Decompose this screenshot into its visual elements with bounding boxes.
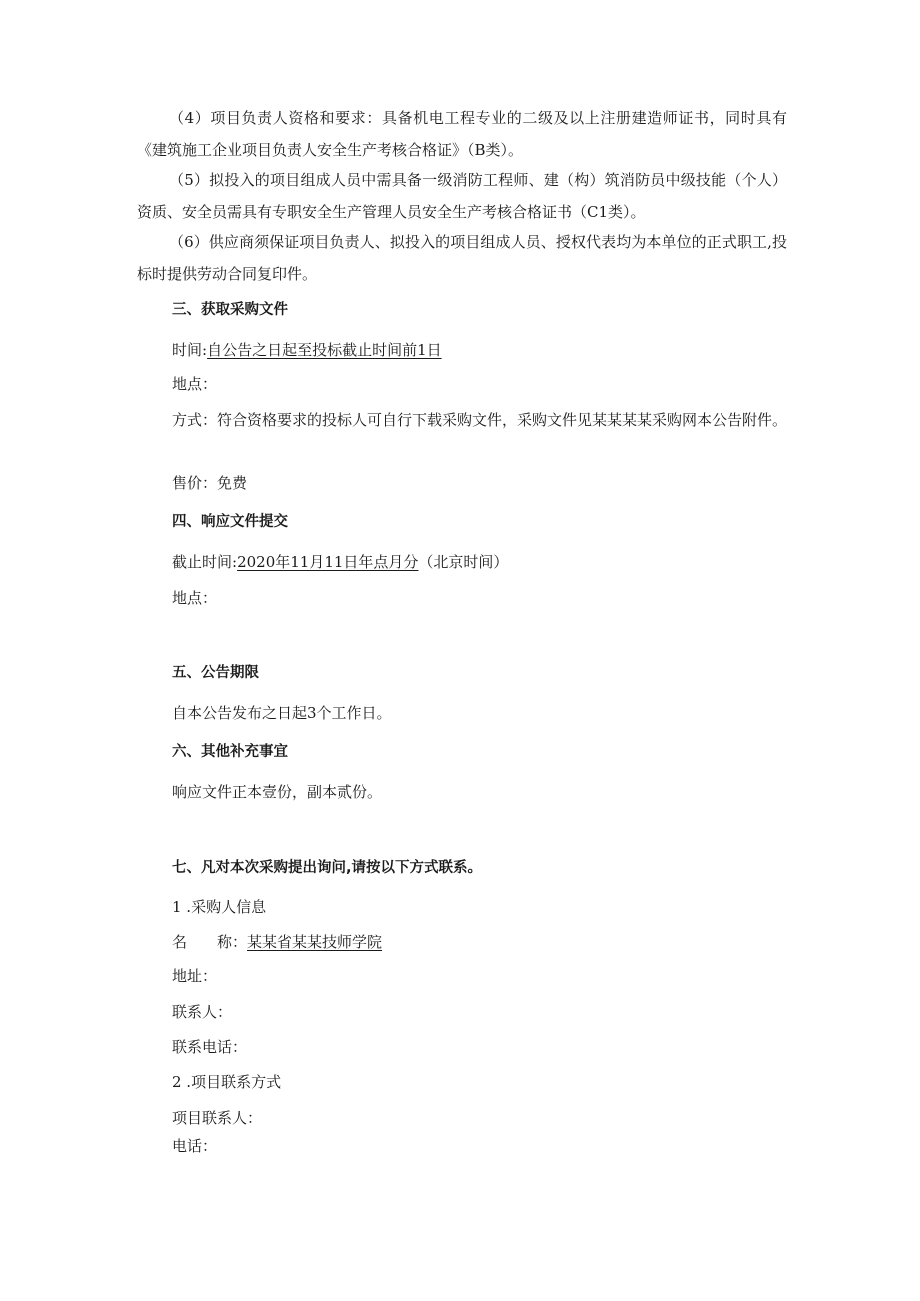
section-heading-3: 三、获取采购文件: [172, 302, 288, 318]
name-label-b: 称：: [217, 933, 248, 951]
paragraph-item-6: （6）供应商须保证项目负责人、拟投入的项目组成人员、授权代表均为本单位的正式职工,投标时提供劳动合同复印件。: [137, 233, 787, 283]
purchaser-name-value: 某某省某某技师学院: [247, 933, 383, 951]
project-contact-label: 项目联系人：: [172, 1109, 263, 1127]
acquire-time-value: 自公告之日起至投标截止时间前1日: [207, 341, 442, 359]
project-contact-subheading: 2 .项目联系方式: [172, 1073, 282, 1091]
submission-place-label: 地点：: [172, 589, 218, 607]
paragraph-item-4: （4）项目负责人资格和要求：具备机电工程专业的二级及以上注册建造师证书，同时具有《建筑施工企业项目负责人安全生产考核合格证》（B类）。: [137, 109, 787, 159]
notice-period-text: 自本公告发布之日起3个工作日。: [172, 704, 392, 722]
purchaser-phone-label: 联系电话：: [172, 1038, 248, 1056]
section-heading-4: 四、响应文件提交: [172, 514, 288, 530]
acquire-place-label: 地点：: [172, 375, 218, 393]
section-heading-5: 五、公告期限: [172, 665, 259, 681]
purchaser-contact-label: 联系人：: [172, 1003, 233, 1021]
section-heading-7: 七、凡对本次采购提出询问,请按以下方式联系。: [172, 860, 483, 876]
name-label-a: 名: [172, 933, 188, 951]
supplement-text: 响应文件正本壹份，副本贰份。: [172, 783, 383, 801]
acquire-method: 方式：符合资格要求的投标人可自行下载采购文件，采购文件见某某某某采购网本公告附件。: [172, 411, 788, 429]
purchaser-name: [172, 926, 772, 958]
submission-deadline: [172, 546, 772, 578]
paragraph-item-5: （5）拟投入的项目组成人员中需具备一级消防工程师、建（构）筑消防员中级技能（个人）资质、安全员需具有专职安全生产管理人员安全生产考核合格证书（C1类）。: [137, 171, 787, 221]
deadline-label: 截止时间:: [172, 553, 238, 571]
acquire-time: [172, 334, 772, 366]
purchaser-address-label: 地址：: [172, 967, 218, 985]
acquire-price: 售价：免费: [172, 474, 248, 492]
project-phone-label: 电话：: [172, 1137, 218, 1155]
deadline-note: （北京时间）: [418, 553, 509, 571]
acquire-time-label: 时间:: [172, 341, 208, 359]
deadline-value: 2020年11月11日年点月分: [237, 553, 419, 571]
purchaser-info-subheading: 1 .采购人信息: [172, 898, 267, 916]
section-heading-6: 六、其他补充事宜: [172, 744, 288, 760]
